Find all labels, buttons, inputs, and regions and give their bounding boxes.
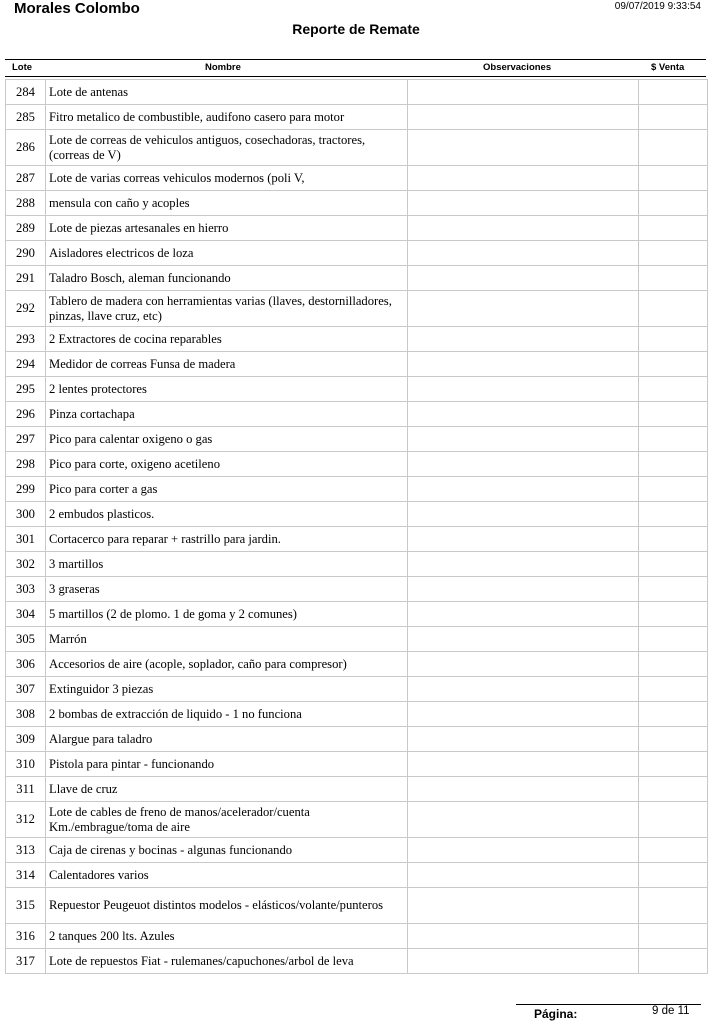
observations-cell (408, 627, 639, 652)
observations-cell (408, 191, 639, 216)
lot-name-cell: Fitro metalico de combustible, audifono casero para motor (46, 105, 408, 130)
table-row (6, 191, 708, 216)
sale-price-cell (639, 452, 708, 477)
sale-price-cell (639, 752, 708, 777)
observations-cell (408, 652, 639, 677)
table-row (6, 777, 708, 802)
lot-name-cell: 2 bombas de extracción de liquido - 1 no funciona (46, 702, 408, 727)
sale-price-cell (639, 888, 708, 924)
sale-price-cell (639, 838, 708, 863)
column-header-observaciones: Observaciones (483, 62, 552, 73)
lot-number-cell: 287 (6, 166, 46, 191)
observations-cell (408, 577, 639, 602)
lot-name-cell: Pinza cortachapa (46, 402, 408, 427)
observations-cell (408, 130, 639, 166)
observations-cell (408, 888, 639, 924)
sale-price-cell (639, 402, 708, 427)
lot-number-cell: 303 (6, 577, 46, 602)
table-row (6, 577, 708, 602)
page-number: 9 de 11 (652, 1005, 690, 1017)
lot-number-cell: 313 (6, 838, 46, 863)
page-label: Página: (534, 1007, 578, 1021)
table-row (6, 652, 708, 677)
sale-price-cell (639, 191, 708, 216)
observations-cell (408, 477, 639, 502)
table-row (6, 702, 708, 727)
table-row (6, 452, 708, 477)
lot-number-cell: 285 (6, 105, 46, 130)
lot-number-cell: 289 (6, 216, 46, 241)
report-datetime: 09/07/2019 9:33:54 (614, 1, 701, 12)
lot-name-cell: 5 martillos (2 de plomo. 1 de goma y 2 comunes) (46, 602, 408, 627)
lots-table-body (6, 80, 708, 974)
lot-number-cell: 315 (6, 888, 46, 924)
table-row (6, 752, 708, 777)
lot-name-cell: Llave de cruz (46, 777, 408, 802)
table-row (6, 266, 708, 291)
table-row (6, 838, 708, 863)
lot-name-cell: Lote de varias correas vehiculos modernos (poli V, (46, 166, 408, 191)
observations-cell (408, 105, 639, 130)
lot-name-cell: Marrón (46, 627, 408, 652)
lot-name-cell: 2 Extractores de cocina reparables (46, 327, 408, 352)
sale-price-cell (639, 863, 708, 888)
sale-price-cell (639, 105, 708, 130)
sale-price-cell (639, 327, 708, 352)
lot-number-cell: 314 (6, 863, 46, 888)
sale-price-cell (639, 702, 708, 727)
table-row (6, 802, 708, 838)
lot-number-cell: 306 (6, 652, 46, 677)
lot-name-cell: Lote de repuestos Fiat - rulemanes/capuchones/arbol de leva (46, 949, 408, 974)
lot-number-cell: 304 (6, 602, 46, 627)
table-row (6, 402, 708, 427)
lot-name-cell: Pico para corte, oxigeno acetileno (46, 452, 408, 477)
lot-name-cell: 2 embudos plasticos. (46, 502, 408, 527)
table-row (6, 327, 708, 352)
observations-cell (408, 677, 639, 702)
sale-price-cell (639, 627, 708, 652)
lot-name-cell: Extinguidor 3 piezas (46, 677, 408, 702)
lot-number-cell: 284 (6, 80, 46, 105)
sale-price-cell (639, 266, 708, 291)
table-row (6, 352, 708, 377)
lot-name-cell: Repuestor Peugeuot distintos modelos - elásticos/volante/punteros (46, 888, 408, 924)
lot-number-cell: 297 (6, 427, 46, 452)
sale-price-cell (639, 502, 708, 527)
lot-number-cell: 288 (6, 191, 46, 216)
lot-number-cell: 307 (6, 677, 46, 702)
sale-price-cell (639, 602, 708, 627)
observations-cell (408, 527, 639, 552)
sale-price-cell (639, 527, 708, 552)
lot-name-cell: Pistola para pintar - funcionando (46, 752, 408, 777)
lot-number-cell: 300 (6, 502, 46, 527)
lot-name-cell: Lote de antenas (46, 80, 408, 105)
sale-price-cell (639, 552, 708, 577)
lot-number-cell: 291 (6, 266, 46, 291)
lots-table (5, 79, 708, 974)
column-header-nombre: Nombre (205, 62, 241, 73)
lot-number-cell: 312 (6, 802, 46, 838)
sale-price-cell (639, 291, 708, 327)
lot-number-cell: 286 (6, 130, 46, 166)
lot-name-cell: Tablero de madera con herramientas varias (llaves, destornilladores, pinzas, llave cruz, etc) (46, 291, 408, 327)
observations-cell (408, 727, 639, 752)
lot-name-cell: Lote de cables de freno de manos/acelerador/cuenta Km./embrague/toma de aire (46, 802, 408, 838)
sale-price-cell (639, 802, 708, 838)
sale-price-cell (639, 924, 708, 949)
lot-name-cell: 3 martillos (46, 552, 408, 577)
lot-number-cell: 310 (6, 752, 46, 777)
lot-name-cell: Medidor de correas Funsa de madera (46, 352, 408, 377)
table-row (6, 291, 708, 327)
observations-cell (408, 166, 639, 191)
sale-price-cell (639, 477, 708, 502)
lot-name-cell: Cortacerco para reparar + rastrillo para jardin. (46, 527, 408, 552)
lot-number-cell: 292 (6, 291, 46, 327)
lot-name-cell: 2 lentes protectores (46, 377, 408, 402)
observations-cell (408, 352, 639, 377)
lot-number-cell: 295 (6, 377, 46, 402)
lot-name-cell: mensula con caño y acoples (46, 191, 408, 216)
column-header-venta: $ Venta (651, 62, 685, 73)
observations-cell (408, 602, 639, 627)
table-row (6, 105, 708, 130)
table-row (6, 527, 708, 552)
table-row (6, 863, 708, 888)
observations-cell (408, 777, 639, 802)
lot-name-cell: Calentadores varios (46, 863, 408, 888)
sale-price-cell (639, 577, 708, 602)
lot-name-cell: Accesorios de aire (acople, soplador, caño para compresor) (46, 652, 408, 677)
observations-cell (408, 502, 639, 527)
lot-number-cell: 296 (6, 402, 46, 427)
lot-number-cell: 311 (6, 777, 46, 802)
company-name: Morales Colombo (14, 0, 140, 17)
sale-price-cell (639, 80, 708, 105)
lot-number-cell: 302 (6, 552, 46, 577)
observations-cell (408, 241, 639, 266)
table-header (5, 59, 706, 77)
table-row (6, 130, 708, 166)
lot-number-cell: 309 (6, 727, 46, 752)
sale-price-cell (639, 241, 708, 266)
sale-price-cell (639, 677, 708, 702)
observations-cell (408, 80, 639, 105)
observations-cell (408, 552, 639, 577)
lot-number-cell: 294 (6, 352, 46, 377)
observations-cell (408, 216, 639, 241)
observations-cell (408, 838, 639, 863)
table-row (6, 216, 708, 241)
table-row (6, 477, 708, 502)
lot-name-cell: Aisladores electricos de loza (46, 241, 408, 266)
observations-cell (408, 752, 639, 777)
table-row (6, 677, 708, 702)
lot-name-cell: Pico para corter a gas (46, 477, 408, 502)
lot-name-cell: Pico para calentar oxigeno o gas (46, 427, 408, 452)
sale-price-cell (639, 427, 708, 452)
report-title: Reporte de Remate (292, 21, 420, 37)
sale-price-cell (639, 352, 708, 377)
observations-cell (408, 924, 639, 949)
table-row (6, 949, 708, 974)
sale-price-cell (639, 727, 708, 752)
observations-cell (408, 452, 639, 477)
sale-price-cell (639, 377, 708, 402)
lot-name-cell: 2 tanques 200 lts. Azules (46, 924, 408, 949)
table-row (6, 80, 708, 105)
sale-price-cell (639, 949, 708, 974)
observations-cell (408, 327, 639, 352)
table-row (6, 241, 708, 266)
observations-cell (408, 402, 639, 427)
column-header-lote: Lote (12, 62, 33, 73)
table-row (6, 166, 708, 191)
table-row (6, 924, 708, 949)
observations-cell (408, 863, 639, 888)
lot-name-cell: Lote de piezas artesanales en hierro (46, 216, 408, 241)
lot-number-cell: 308 (6, 702, 46, 727)
lot-name-cell: Lote de correas de vehiculos antiguos, cosechadoras, tractores, (correas de V) (46, 130, 408, 166)
sale-price-cell (639, 777, 708, 802)
lot-number-cell: 293 (6, 327, 46, 352)
observations-cell (408, 427, 639, 452)
observations-cell (408, 949, 639, 974)
sale-price-cell (639, 652, 708, 677)
lot-number-cell: 317 (6, 949, 46, 974)
sale-price-cell (639, 216, 708, 241)
observations-cell (408, 702, 639, 727)
lot-number-cell: 298 (6, 452, 46, 477)
observations-cell (408, 377, 639, 402)
table-row (6, 602, 708, 627)
observations-cell (408, 291, 639, 327)
table-row (6, 727, 708, 752)
lot-number-cell: 316 (6, 924, 46, 949)
lot-number-cell: 305 (6, 627, 46, 652)
observations-cell (408, 266, 639, 291)
table-row (6, 888, 708, 924)
lot-number-cell: 299 (6, 477, 46, 502)
table-row (6, 427, 708, 452)
lot-name-cell: Taladro Bosch, aleman funcionando (46, 266, 408, 291)
lot-name-cell: Caja de cirenas y bocinas - algunas funcionando (46, 838, 408, 863)
lot-number-cell: 301 (6, 527, 46, 552)
lot-name-cell: 3 graseras (46, 577, 408, 602)
observations-cell (408, 802, 639, 838)
sale-price-cell (639, 166, 708, 191)
sale-price-cell (639, 130, 708, 166)
lot-number-cell: 290 (6, 241, 46, 266)
table-row (6, 502, 708, 527)
table-row (6, 377, 708, 402)
table-row (6, 552, 708, 577)
lot-name-cell: Alargue para taladro (46, 727, 408, 752)
table-row (6, 627, 708, 652)
